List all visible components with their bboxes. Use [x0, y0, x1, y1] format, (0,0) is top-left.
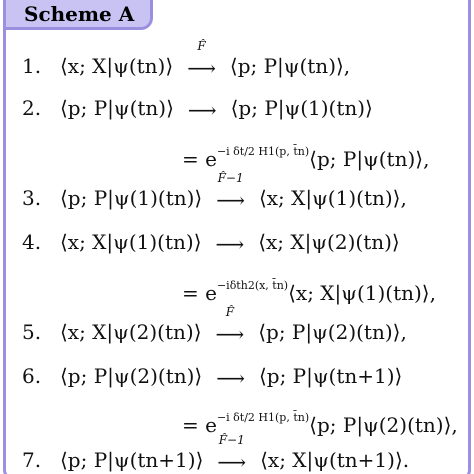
step-rhs: ⟨x; X|ψ(tn+1)⟩.	[260, 448, 410, 472]
step-number: 6.	[22, 364, 42, 388]
step-number: 3.	[22, 186, 42, 210]
step-equation	[60, 228, 400, 258]
step-number: 1.	[22, 54, 42, 78]
step-equation	[60, 38, 351, 82]
long-right-arrow-icon: F̂−1 ⟶	[209, 186, 253, 214]
long-right-arrow-icon: ⟶	[216, 365, 245, 390]
cont-prefix: = e	[182, 147, 217, 171]
step-lhs: ⟨x; X|ψ(tn)⟩	[60, 54, 174, 78]
step-number: 7.	[22, 448, 42, 472]
long-right-arrow-icon: ⟶	[187, 97, 217, 122]
long-right-arrow-icon: ⟶	[215, 231, 245, 256]
step-rhs: ⟨x; X|ψ(1)(tn)⟩,	[258, 186, 407, 210]
step-1	[0, 38, 474, 96]
step-2	[0, 94, 474, 138]
long-right-arrow-icon: F̂ ⟶	[208, 320, 252, 348]
arrow-label: F̂−1	[218, 432, 245, 447]
long-right-arrow-icon: F̂ ⟶	[180, 54, 224, 82]
step-number: 5.	[22, 320, 42, 344]
step-lhs: ⟨p; P|ψ(tn)⟩	[60, 96, 174, 120]
step-equation	[60, 170, 407, 214]
step-continuation	[182, 272, 436, 307]
step-rhs: ⟨x; X|ψ(2)(tn)⟩	[258, 230, 400, 254]
step-lhs: ⟨x; X|ψ(1)(tn)⟩	[60, 230, 202, 254]
cont-rest: ⟨p; P|ψ(2)(tn)⟩,	[309, 413, 458, 437]
step-lhs: ⟨x; X|ψ(2)(tn)⟩	[60, 320, 202, 344]
step-rhs: ⟨p; P|ψ(tn)⟩,	[229, 54, 351, 78]
step-number: 4.	[22, 230, 42, 254]
cont-rest: ⟨p; P|ψ(tn)⟩,	[309, 147, 430, 171]
step-equation	[60, 362, 402, 392]
cont-exponent: −i δt/2 H1(p, t̄n)	[216, 411, 310, 424]
step-7	[0, 432, 474, 474]
step-equation	[60, 432, 410, 474]
step-continuation	[182, 138, 429, 173]
step-rhs: ⟨p; P|ψ(tn+1)⟩	[258, 364, 403, 388]
step-equation	[60, 94, 373, 124]
cont-prefix: = e	[182, 413, 217, 437]
arrow-label: F̂	[197, 38, 206, 53]
step-6	[0, 362, 474, 406]
cont-exponent: −iδth2(x, t̄n)	[216, 279, 289, 292]
step-4	[0, 228, 474, 272]
arrow-label: F̂	[225, 304, 235, 319]
arrow-label: F̂−1	[217, 170, 244, 185]
step-number: 2.	[22, 96, 42, 120]
scheme-title: Scheme A	[24, 2, 135, 26]
cont-prefix: = e	[182, 281, 217, 305]
step-rhs: ⟨p; P|ψ(1)(tn)⟩	[230, 96, 373, 120]
step-lhs: ⟨p; P|ψ(1)(tn)⟩	[60, 186, 203, 210]
cont-exponent: −i δt/2 H1(p, t̄n)	[216, 145, 310, 158]
step-3	[0, 170, 474, 228]
step-equation	[60, 304, 407, 348]
step-lhs: ⟨p; P|ψ(2)(tn)⟩	[60, 364, 203, 388]
scheme-title-box	[3, 0, 153, 30]
long-right-arrow-icon: F̂−1 ⟶	[210, 448, 254, 474]
step-5	[0, 304, 474, 362]
step-lhs: ⟨p; P|ψ(tn+1)⟩	[60, 448, 204, 472]
cont-rest: ⟨x; X|ψ(1)(tn)⟩,	[288, 281, 436, 305]
step-rhs: ⟨p; P|ψ(2)(tn)⟩,	[258, 320, 407, 344]
